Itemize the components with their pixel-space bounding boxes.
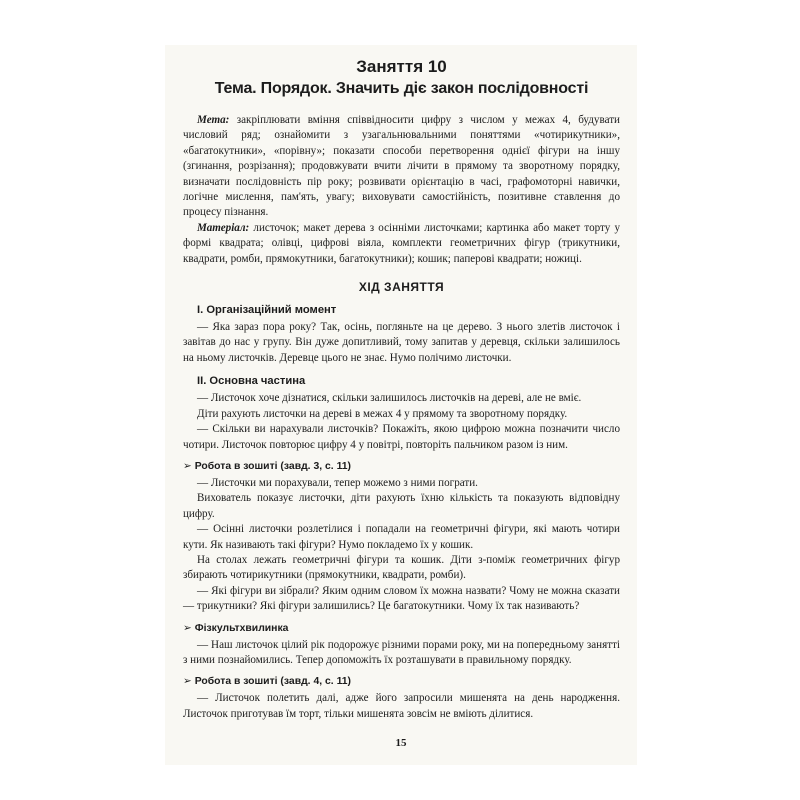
section-title-main: ІІ. Основна частина (197, 375, 306, 388)
subheading-workbook-task-4 (183, 675, 620, 689)
goal-text: закріплювати вміння співвідносити цифру з числом у межах 4, будувати числовий ряд; ознайомити з узагальнювальними поняттями «чотирикутники», «багатокутники», «порівну»; показати способи перетворення однієї фігури на іншу (згинання, розрізання); продовжувати вчити лічити в прямому та зворотному порядку, визначати послідовність пір року; розвивати орієнтацію в часі, графомоторні навички, логічне мислення, пам'ять, увагу; виховувати самостійність, позитивне ставлення до процесу пізнання. (183, 114, 620, 219)
course-heading: ХІД ЗАНЯТТЯ (358, 280, 445, 295)
paragraph: — Скільки ви нарахували листочків? Покажіть, якою цифрою можна позначити число чотири. Листочок повторює цифру 4 у повітрі, повторіть пальчиком разом із ним. (183, 423, 620, 451)
paragraph: — Листочок хоче дізнатися, скільки залишилось листочків на дереві, але не вміє. (197, 392, 582, 405)
goal-label: Мета: (197, 114, 230, 126)
page-content (183, 57, 620, 722)
lesson-topic: Тема. Порядок. Значить діє закон послідовності (214, 80, 589, 97)
paragraph: — Осінні листочки розлетілися і попадали на геометричні фігури, які мають чотири кути. Як називають такі фігури? Нумо покладемо їх у кошик. (183, 523, 620, 551)
book-page (165, 45, 637, 765)
arrow-bullet-icon: ➢ (183, 622, 192, 634)
lesson-number: Заняття 10 (356, 57, 447, 76)
material-paragraph (183, 221, 620, 267)
page-number: 15 (395, 737, 407, 749)
paragraph: На столах лежать геометричні фігури та кошик. Діти з-поміж геометричних фігур збирають чотирикутники (прямокутники, квадрати, ромби). (183, 553, 620, 582)
material-text: листочок; макет дерева з осінніми листочками; картинка або макет торту у формі квадрата; олівці, цифрові віяла, комплекти геометричних фігур (трикутники, квадрати, ромби, прямокутники, багатокутники); кошик; паперові квадрати; ножиці. (183, 221, 620, 265)
subheading-exercise (183, 622, 620, 636)
material-label: Матеріал: (197, 221, 250, 234)
paragraph: Діти рахують листочки на дереві в межах 4 у прямому та зворотному порядку. (197, 407, 568, 420)
subheading-label: Робота в зошиті (завд. 4, с. 11) (194, 676, 352, 688)
subheading-workbook-task-3 (183, 460, 620, 474)
paragraph: — Наш листочок цілий рік подорожує різними порами року, ми на попередньому занятті з ними познайомились. Тепер допоможіть їх розташувати в правильному порядку. (183, 638, 620, 666)
subheading-label: Фізкультхвилинка (194, 622, 289, 634)
subheading-label: Робота в зошиті (завд. 3, с. 11) (194, 460, 352, 472)
paragraph: — Які фігури ви зібрали? Яким одним словом їх можна назвати? Чому не можна сказати — трикутники? Які фігури залишились? Це багатокутники. Чому їх так називають? (183, 584, 620, 613)
arrow-bullet-icon: ➢ (183, 676, 192, 688)
goal-paragraph (183, 113, 620, 221)
paragraph: Вихователь показує листочки, діти рахують їхню кількість та показують відповідну цифру. (183, 492, 620, 520)
paragraph: — Листочок полетить далі, адже його запросили мишенята на день народження. Листочок приготував їм торт, тільки мишенята зовсім не вміють ділитися. (183, 692, 620, 720)
arrow-bullet-icon: ➢ (183, 460, 192, 472)
paragraph: — Листочки ми порахували, тепер можемо з ними пограти. (197, 476, 478, 489)
paragraph: — Яка зараз пора року? Так, осінь, погляньте на це дерево. З нього злетів листочок і завітав до нас у групу. Він дуже допитливий, тому запитав у деревця, скільки залишилось на ньому листочків. Деревце цього не знає. Нумо полічимо листочки. (183, 321, 620, 364)
section-title-organizational: І. Організаційний момент (197, 304, 337, 317)
